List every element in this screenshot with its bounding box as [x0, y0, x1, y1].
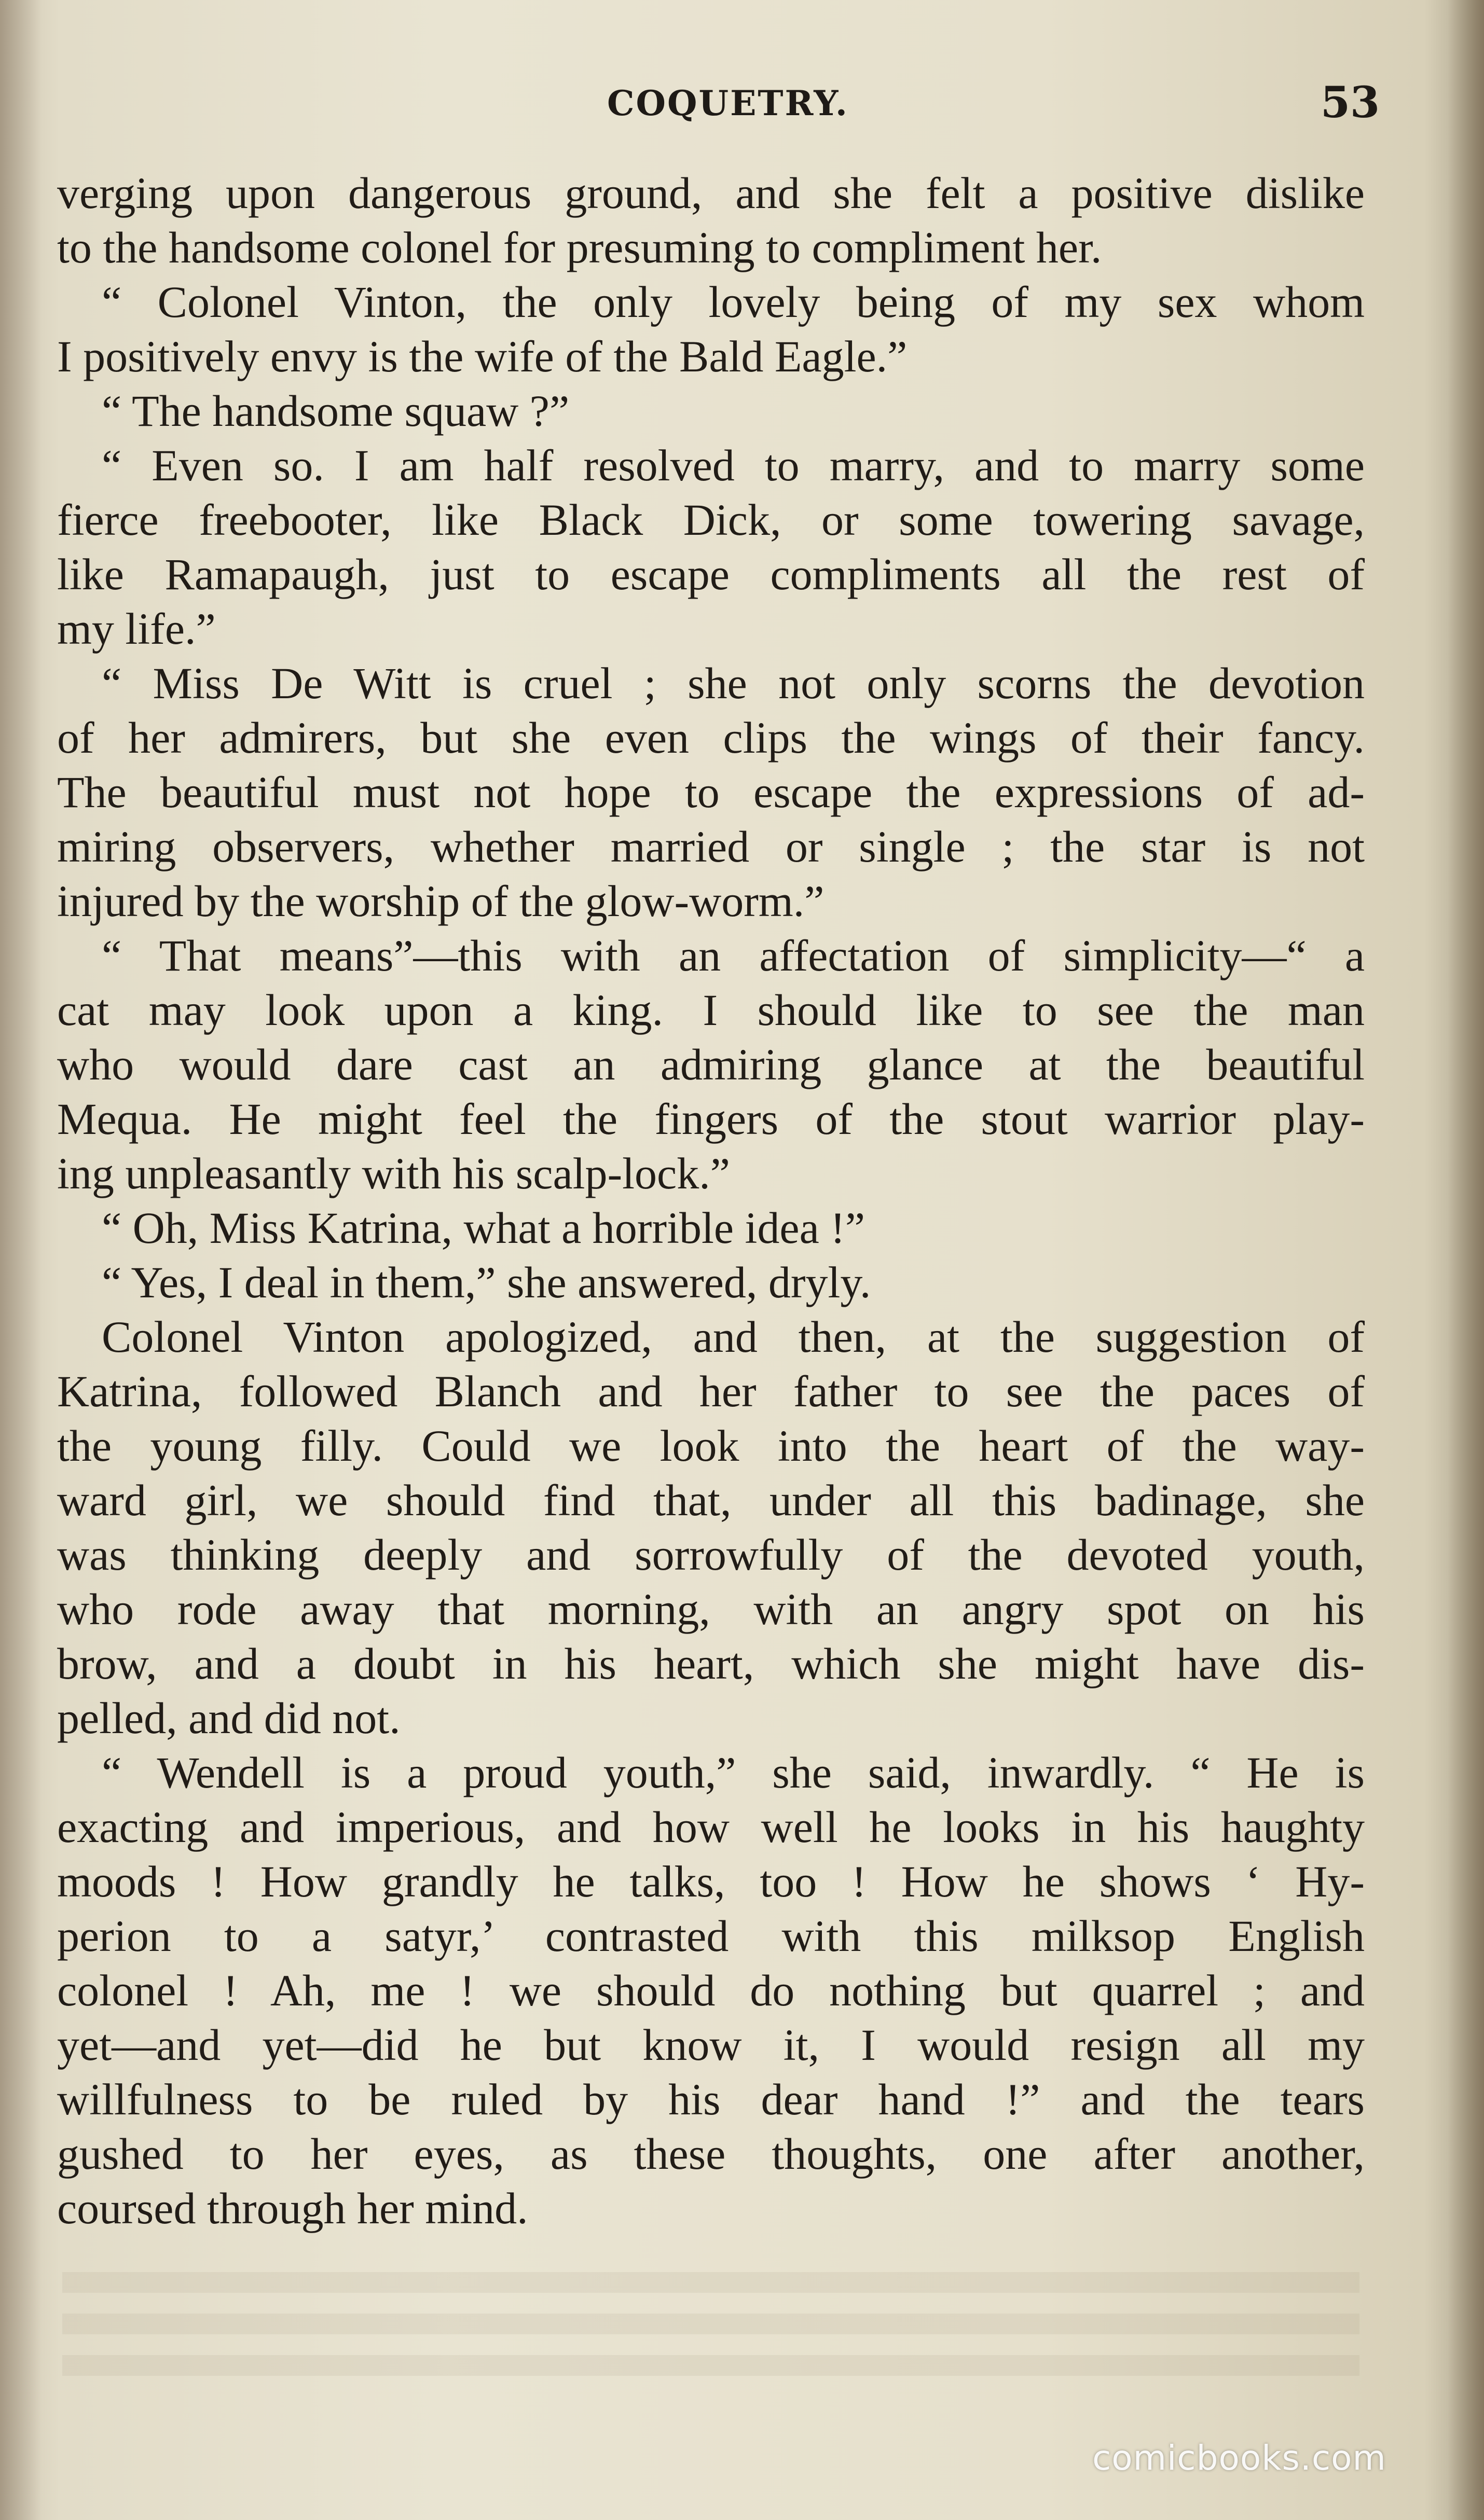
text-line: the young filly. Could we look into the heart of the way-: [57, 1421, 1365, 1471]
text-line: to the handsome colonel for presuming to compliment her.: [57, 223, 1102, 272]
text-line: Mequa. He might feel the fingers of the stout warrior play-: [57, 1094, 1365, 1144]
running-title: COQUETRY.: [607, 83, 849, 123]
text-line: I positively envy is the wife of the Bald Eagle.”: [57, 331, 908, 381]
page-edge-shading: [1448, 0, 1484, 2520]
text-line: perion to a satyr,’ contrasted with this milksop English: [57, 1911, 1365, 1961]
text-line: Katrina, followed Blanch and her father to see the paces of: [57, 1366, 1365, 1416]
text-line: cat may look upon a king. I should like to see the man: [57, 985, 1365, 1035]
text-line: Colonel Vinton apologized, and then, at the suggestion of: [102, 1312, 1365, 1362]
text-line: coursed through her mind.: [57, 2183, 528, 2233]
text-line: yet—and yet—did he but know it, I would resign all my: [57, 2020, 1365, 2070]
text-line: brow, and a doubt in his heart, which she might have dis-: [57, 1639, 1365, 1688]
text-line: of her admirers, but she even clips the wings of their fancy.: [57, 713, 1365, 763]
text-line: “ Yes, I deal in them,” she answered, dryly.: [102, 1257, 871, 1307]
text-line: exacting and imperious, and how well he looks in his haughty: [57, 1802, 1365, 1852]
text-line: who would dare cast an admiring glance at the beautiful: [57, 1040, 1365, 1089]
body-text: [57, 166, 1365, 2236]
binding-shadow: [0, 0, 42, 2520]
text-line: miring observers, whether married or single ; the star is not: [57, 822, 1365, 871]
text-line: “ Miss De Witt is cruel ; she not only scorns the devotion: [102, 658, 1365, 708]
text-line: pelled, and did not.: [57, 1693, 401, 1743]
text-line: injured by the worship of the glow-worm.”: [57, 876, 825, 926]
text-line: like Ramapaugh, just to escape compliments all the rest of: [57, 549, 1365, 599]
text-line: moods ! How grandly he talks, too ! How he shows ‘ Hy-: [57, 1857, 1365, 1906]
text-line: ward girl, we should find that, under all this badinage, she: [57, 1475, 1365, 1525]
text-line: ing unpleasantly with his scalp-lock.”: [57, 1148, 730, 1198]
text-line: The beautiful must not hope to escape the expressions of ad-: [57, 767, 1365, 817]
text-line: “ Wendell is a proud youth,” she said, inwardly. “ He is: [102, 1748, 1365, 1797]
text-line: fierce freebooter, like Black Dick, or some towering savage,: [57, 495, 1365, 545]
text-line: gushed to her eyes, as these thoughts, one after another,: [57, 2129, 1365, 2179]
text-line: verging upon dangerous ground, and she felt a positive dislike: [57, 168, 1365, 218]
text-line: “ Colonel Vinton, the only lovely being of my sex whom: [102, 277, 1365, 327]
text-line: was thinking deeply and sorrowfully of the devoted youth,: [57, 1530, 1365, 1580]
text-line: my life.”: [57, 604, 216, 654]
text-line: “ Oh, Miss Katrina, what a horrible idea !”: [102, 1203, 865, 1253]
text-line: who rode away that morning, with an angry spot on his: [57, 1584, 1365, 1634]
text-line: “ The handsome squaw ?”: [102, 386, 570, 436]
text-line: “ Even so. I am half resolved to marry, and to marry some: [102, 440, 1365, 490]
page-number: 53: [1321, 78, 1380, 128]
watermark: comicbooks.com: [1092, 2438, 1386, 2478]
text-line: willfulness to be ruled by his dear hand !” and the tears: [57, 2074, 1365, 2124]
text-line: colonel ! Ah, me ! we should do nothing but quarrel ; and: [57, 1965, 1365, 2015]
text-line: “ That means”—this with an affectation of simplicity—“ a: [102, 931, 1365, 980]
show-through-text: [62, 2272, 1359, 2397]
